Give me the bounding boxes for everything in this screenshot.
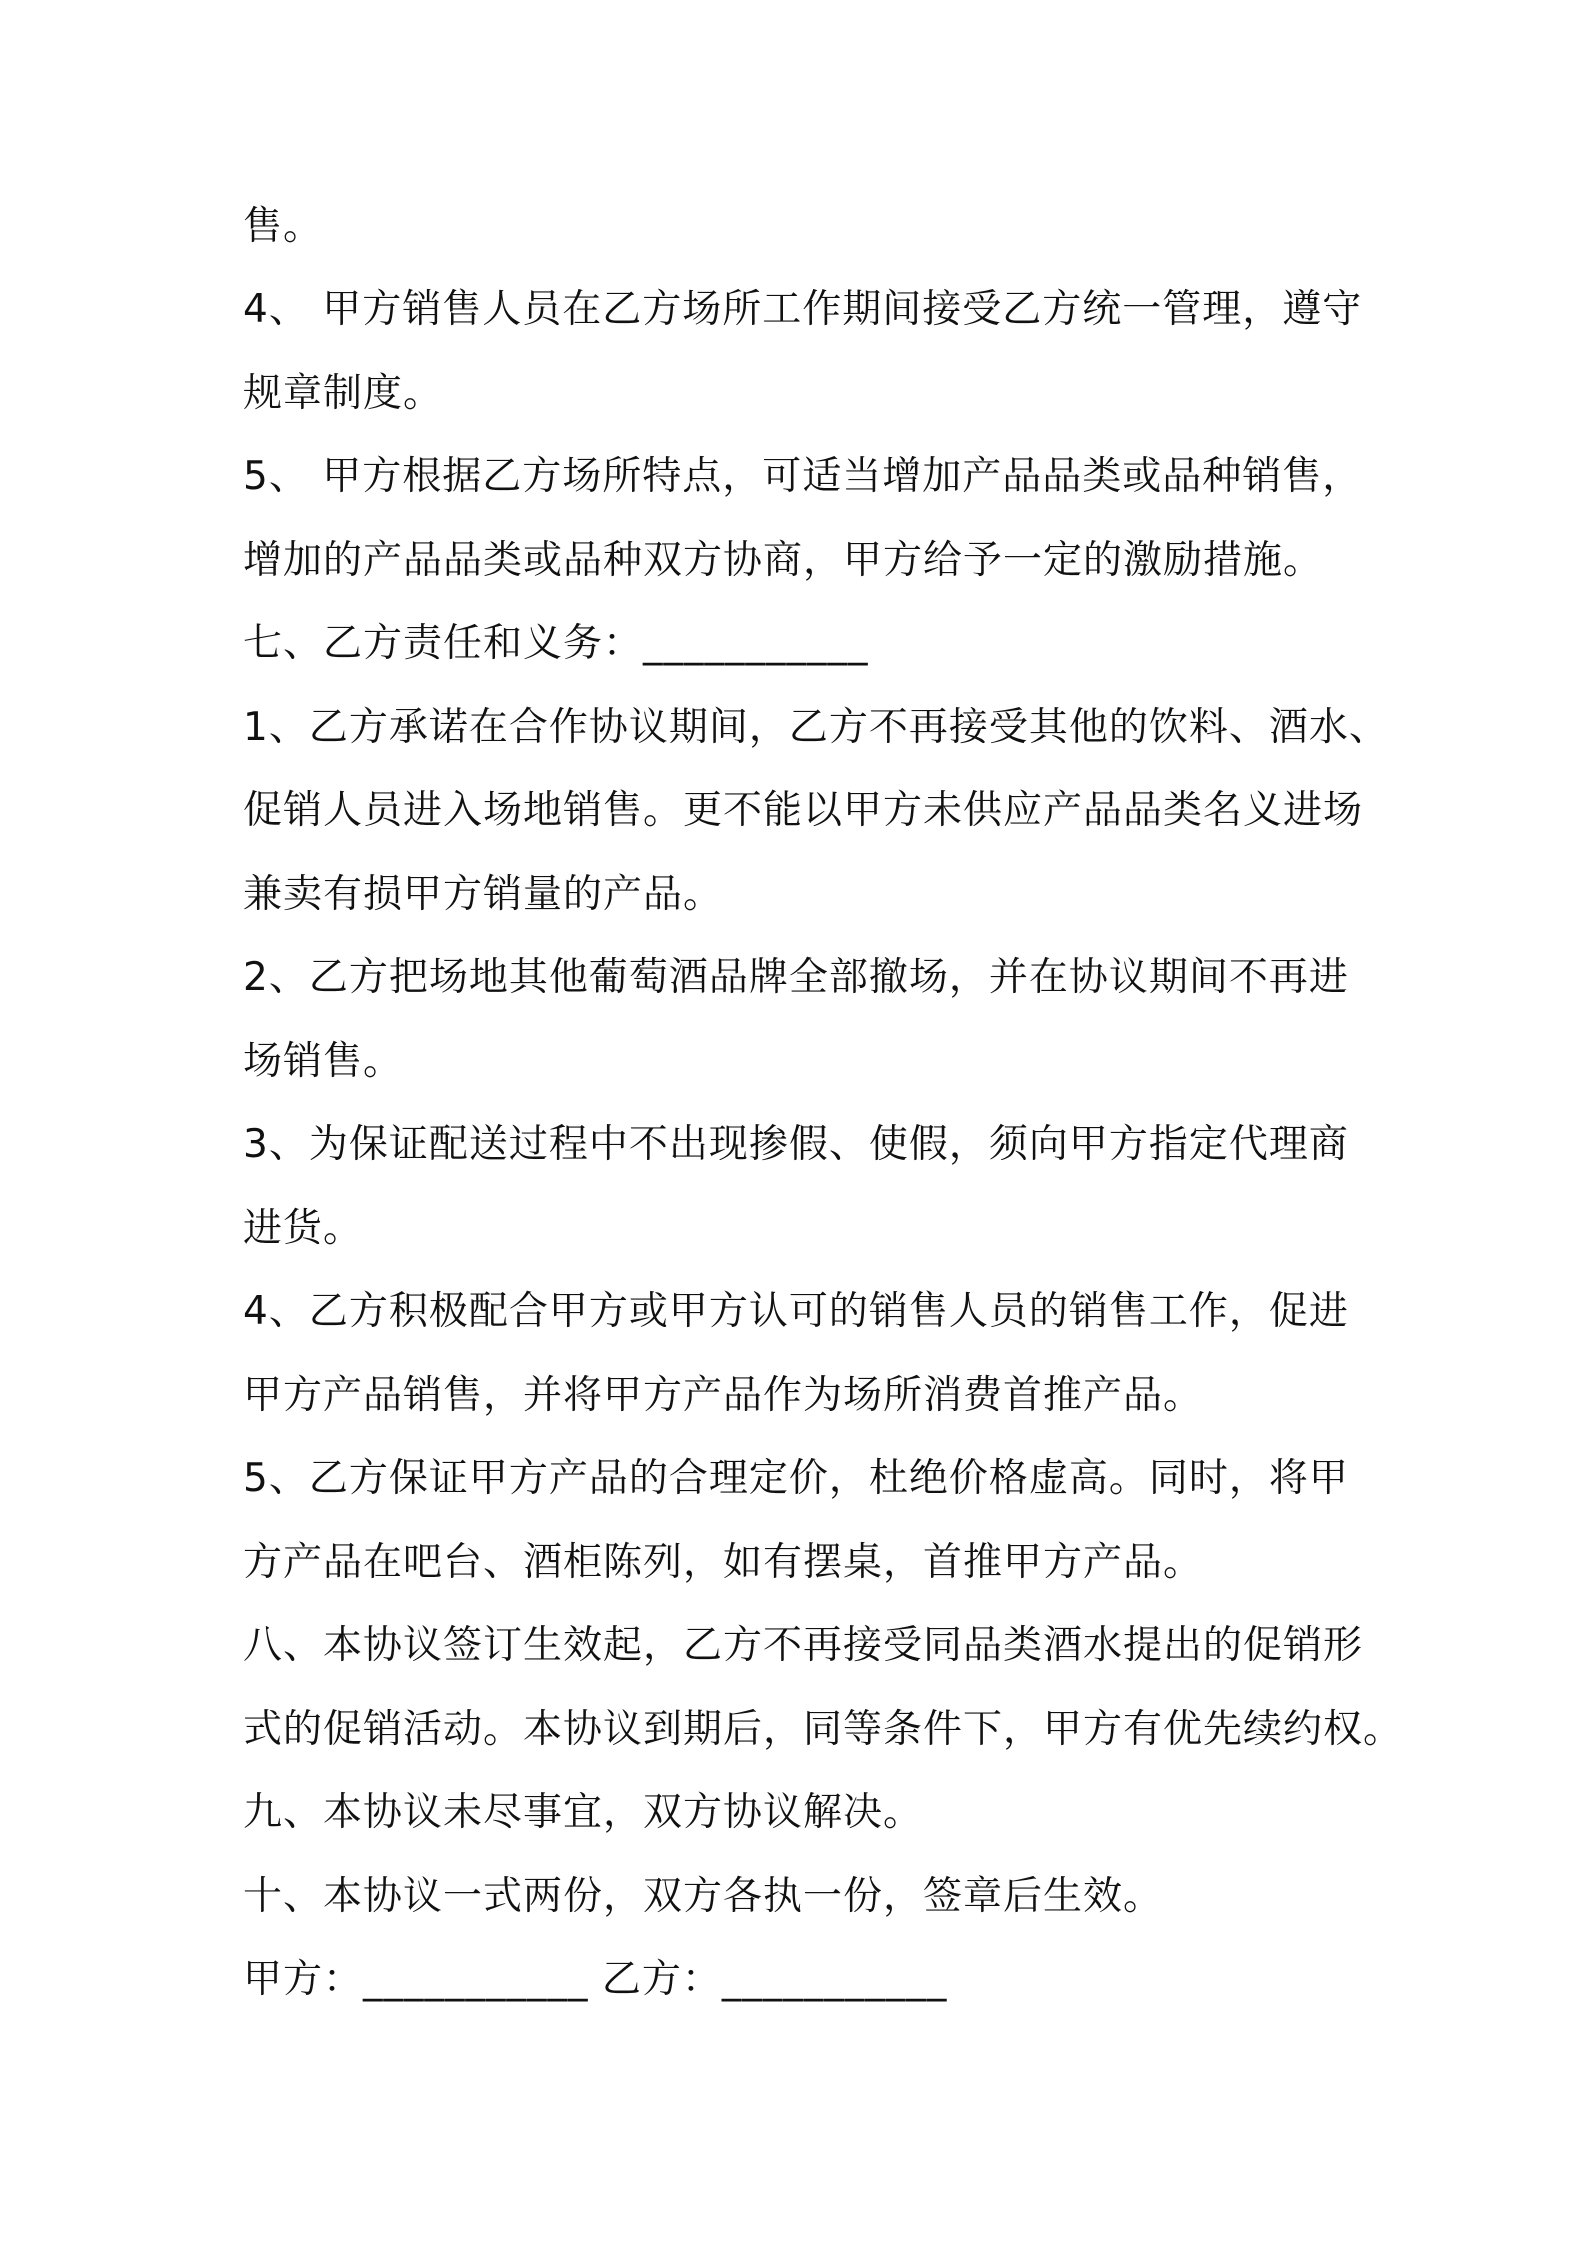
text-line-clause-5: 5、 甲方根据乙方场所特点，可适当增加产品品类或品种销售， xyxy=(243,454,1363,499)
signature-line: 甲方：___________ 乙方：___________ xyxy=(243,1957,948,2002)
text-line-clause-4-cont: 规章制度。 xyxy=(243,371,444,416)
text-line-party-b-4: 4、乙方积极配合甲方或甲方认可的销售人员的销售工作，促进 xyxy=(243,1289,1349,1334)
text-line-party-b-4-cont: 甲方产品销售，并将甲方产品作为场所消费首推产品。 xyxy=(243,1373,1204,1418)
section-heading-seven: 七、乙方责任和义务：___________ xyxy=(243,621,869,666)
text-line-party-b-5: 5、乙方保证甲方产品的合理定价，杜绝价格虚高。同时，将甲 xyxy=(243,1456,1349,1501)
text-line-clause-4: 4、 甲方销售人员在乙方场所工作期间接受乙方统一管理，遵守 xyxy=(243,287,1363,332)
section-heading-eight: 八、本协议签订生效起，乙方不再接受同品类酒水提出的促销形 xyxy=(243,1623,1364,1668)
text-line-party-b-2-cont: 场销售。 xyxy=(243,1039,404,1084)
text-line-party-b-2: 2、乙方把场地其他葡萄酒品牌全部撤场，并在协议期间不再进 xyxy=(243,955,1349,1000)
text-line-clause-5-cont: 增加的产品品类或品种双方协商，甲方给予一定的激励措施。 xyxy=(243,538,1324,583)
section-heading-ten: 十、本协议一式两份，双方各执一份，签章后生效。 xyxy=(243,1874,1164,1919)
text-line-party-b-3-cont: 进货。 xyxy=(243,1206,364,1251)
section-eight-cont: 式的促销活动。本协议到期后，同等条件下，甲方有优先续约权。 xyxy=(243,1707,1404,1752)
text-line-party-b-5-cont: 方产品在吧台、酒柜陈列，如有摆桌，首推甲方产品。 xyxy=(243,1540,1204,1585)
text-line-party-b-1-cont2: 兼卖有损甲方销量的产品。 xyxy=(243,872,724,917)
section-heading-nine: 九、本协议未尽事宜，双方协议解决。 xyxy=(243,1790,924,1835)
text-line-party-b-3: 3、为保证配送过程中不出现掺假、使假，须向甲方指定代理商 xyxy=(243,1122,1349,1167)
text-line-party-b-1: 1、乙方承诺在合作协议期间，乙方不再接受其他的饮料、酒水、 xyxy=(243,705,1389,750)
text-line-continuation: 售。 xyxy=(243,204,324,249)
text-line-party-b-1-cont: 促销人员进入场地销售。更不能以甲方未供应产品品类名义进场 xyxy=(243,788,1364,833)
